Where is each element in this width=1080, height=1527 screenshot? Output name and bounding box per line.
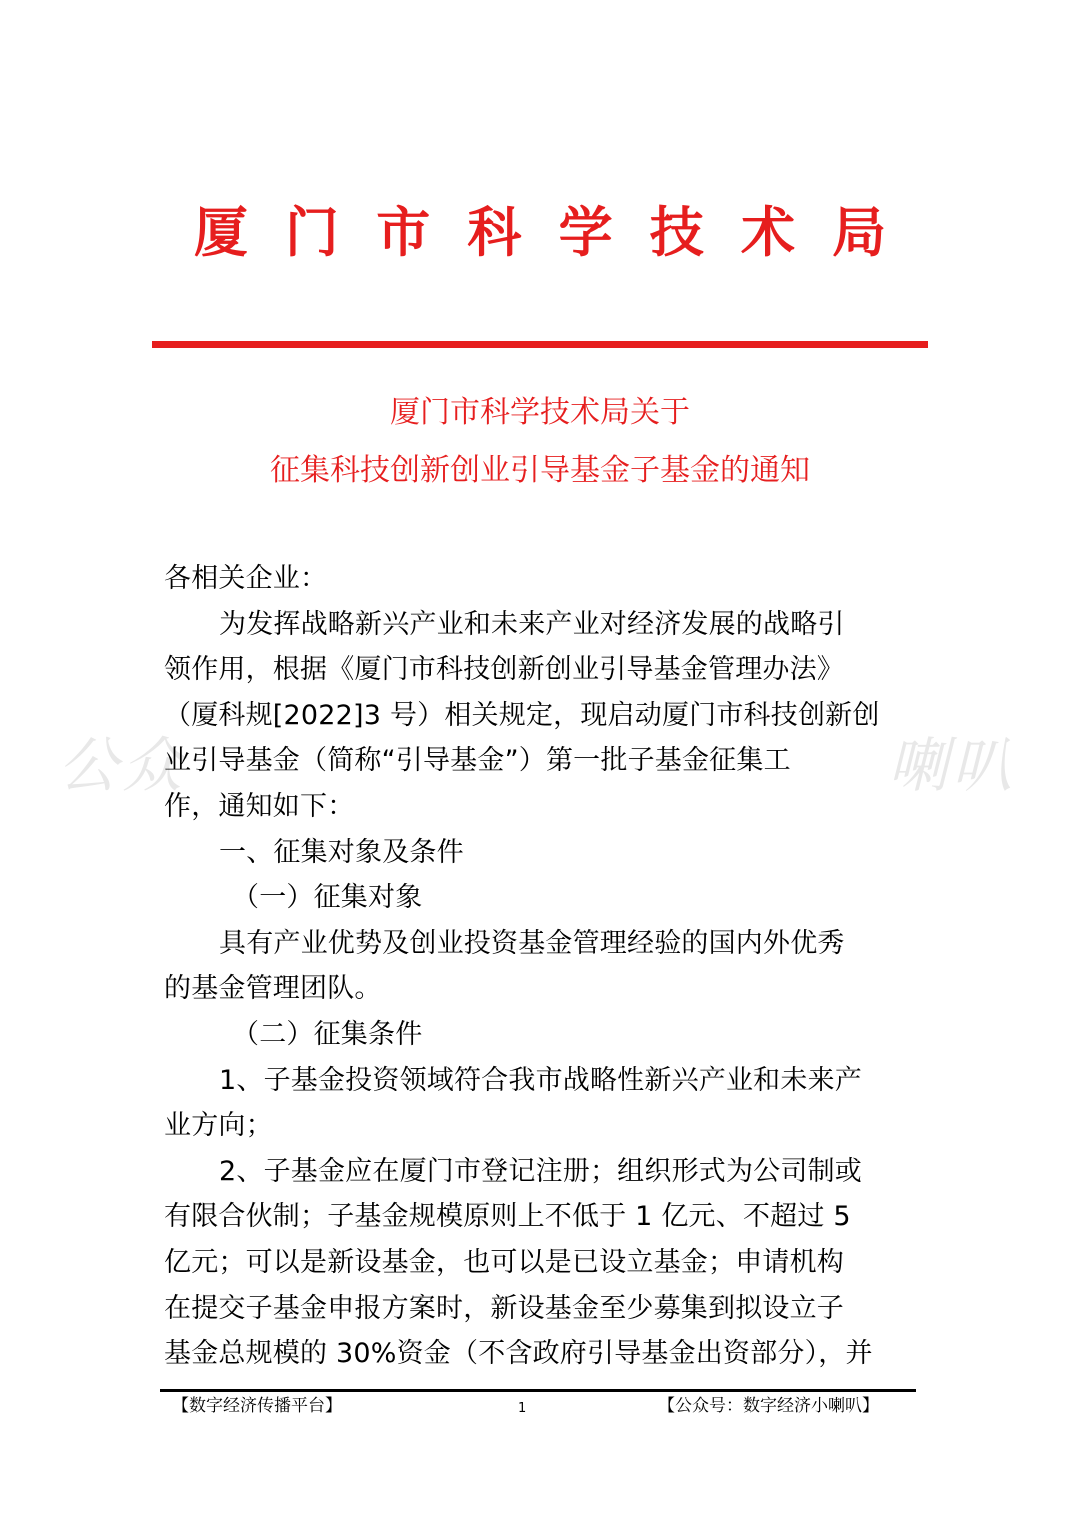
letterhead-char: 学	[558, 200, 613, 264]
subsection-heading: （二）征集条件	[232, 1018, 423, 1050]
letterhead-char: 市	[376, 200, 431, 264]
body-line: 有限合伙制；子基金规模原则上不低于 1 亿元、不超过 5	[164, 1201, 851, 1233]
body-line: 具有产业优势及创业投资基金管理经验的国内外优秀	[219, 927, 845, 959]
body-line: 领作用，根据《厦门市科技创新创业引导基金管理办法》	[164, 654, 844, 686]
letterhead-char: 术	[740, 200, 795, 264]
body-line: 为发挥战略新兴产业和未来产业对经济发展的战略引	[219, 608, 845, 640]
body-line: 在提交子基金申报方案时，新设基金至少募集到拟设立子	[164, 1292, 844, 1324]
body-line: 亿元；可以是新设基金，也可以是已设立基金；申请机构	[164, 1246, 844, 1278]
footer-divider	[160, 1389, 916, 1392]
subsection-heading: （一）征集对象	[232, 882, 423, 914]
body-line: （厦科规[2022]3 号）相关规定，现启动厦门市科技创新创	[164, 699, 880, 731]
section-heading: 一、征集对象及条件	[219, 836, 464, 868]
salutation: 各相关企业：	[164, 563, 328, 594]
body-line: 1、子基金投资领域符合我市战略性新兴产业和未来产	[219, 1064, 862, 1096]
watermark-right: 喇叭	[888, 731, 1016, 801]
letterhead-char: 门	[285, 200, 340, 264]
letterhead-char: 局	[832, 200, 887, 264]
letterhead-divider	[152, 341, 928, 348]
body-line: 业引导基金（简称“引导基金”）第一批子基金征集工	[164, 745, 791, 777]
page-number: 1	[518, 1401, 527, 1416]
body-line: 基金总规模的 30%资金（不含政府引导基金出资部分），并	[164, 1338, 873, 1370]
document-title-line-1: 厦门市科学技术局关于	[390, 395, 690, 430]
watermark-left: 公众	[58, 731, 186, 801]
letterhead	[0, 196, 1080, 268]
letterhead-char: 科	[467, 200, 522, 264]
body-line: 2、子基金应在厦门市登记注册；组织形式为公司制或	[219, 1155, 862, 1187]
body-line: 的基金管理团队。	[164, 973, 382, 1005]
footer-right-text: 【公众号：数字经济小喇叭】	[658, 1396, 879, 1416]
document-body	[164, 556, 924, 1377]
letterhead-char: 技	[649, 200, 704, 264]
footer-left-text: 【数字经济传播平台】	[172, 1396, 342, 1416]
body-line: 作，通知如下：	[164, 790, 355, 822]
document-title-line-2: 征集科技创新创业引导基金子基金的通知	[270, 453, 810, 488]
letterhead-char: 厦	[193, 200, 248, 264]
body-line: 业方向；	[164, 1110, 273, 1142]
